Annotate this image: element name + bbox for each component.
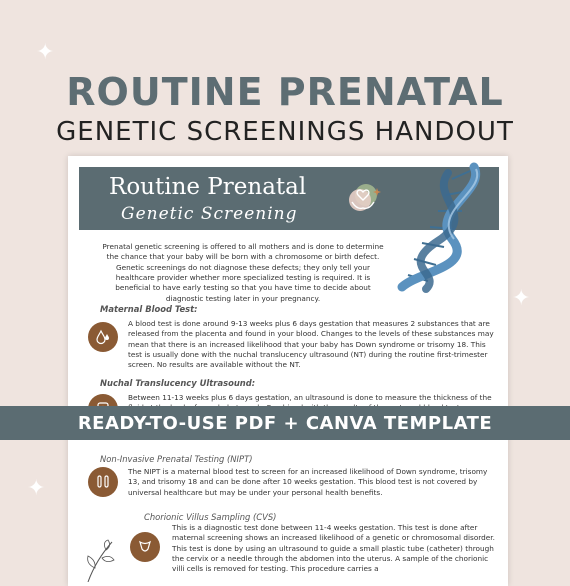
- test-tube-icon: [88, 467, 118, 497]
- floral-sprig-icon: [82, 538, 130, 582]
- heart-hands-logo-icon: [344, 178, 384, 218]
- handout-banner-subtitle: Genetic Screening: [121, 204, 298, 224]
- sparkle-icon: ✦: [27, 476, 46, 501]
- handout-banner-title: Routine Prenatal: [109, 174, 307, 200]
- section-title-cvs: Chorionic Villus Sampling (CVS): [144, 512, 277, 522]
- sparkle-icon: ✦: [512, 286, 531, 311]
- blood-drop-icon: [88, 322, 118, 352]
- uterus-icon: [130, 532, 160, 562]
- section-title-maternal-blood: Maternal Blood Test:: [100, 304, 198, 314]
- handout-preview: [68, 156, 508, 586]
- section-body-cvs: This is a diagnostic test done between 11-4 weeks gestation. This test is done after maternal screening shows an increased likelihood of a genetic or chromosomal disorder. This test is done by using an ultrasound to guide a small plastic tube (catheter) through the cervix or a needle through the abdomen into the uterus. A sample of the chorionic villi cells is removed for testing. This procedure carries a: [172, 523, 495, 574]
- intro-paragraph: Prenatal genetic screening is offered to all mothers and is done to determine the chance that your baby will be born with a chromosome or birth defect. Genetic screenings do not diagnose these defects; they only tell your healthcare provider whether more specialized testing is required. It is beneficial to have early testing so that you have time to decide about diagnostic testing later in your pregnancy.: [102, 242, 384, 303]
- section-title-nuchal: Nuchal Translucency Ultrasound:: [100, 378, 256, 388]
- page-subtitle: GENETIC SCREENINGS HANDOUT: [56, 117, 514, 147]
- section-body-nuchal: Between 11-13 weeks plus 6 days gestation, an ultrasound is done to measure the thickness of the: [128, 393, 492, 402]
- section-body-maternal-blood: A blood test is done around 9-13 weeks plus 6 days gestation that measures 2 substances that are released from the placenta and found in your blood. Changes to the levels of these substances may mean that there is an increased likelihood that your baby has Down syndrome or trisomy 18. This test is usually done with the nuchal translucency ultrasound (NT) during the routine first-trimester screen. No results are available without the NT.: [128, 319, 494, 370]
- page-title: ROUTINE PRENATAL: [66, 70, 504, 114]
- dna-helix-icon: [390, 161, 508, 293]
- section-title-nipt: Non-Invasive Prenatal Testing (NIPT): [100, 454, 253, 464]
- sparkle-icon: ✦: [36, 40, 55, 65]
- section-body-nipt: The NIPT is a maternal blood test to screen for an increased likelihood of Down syndrome, trisomy 13, and trisomy 18 and can be done after 10 weeks gestation. This blood test is not covered by universal healthcare but may be under your personal health benefits.: [128, 467, 488, 497]
- overlay-banner-text: READY-TO-USE PDF + CANVA TEMPLATE: [77, 413, 493, 434]
